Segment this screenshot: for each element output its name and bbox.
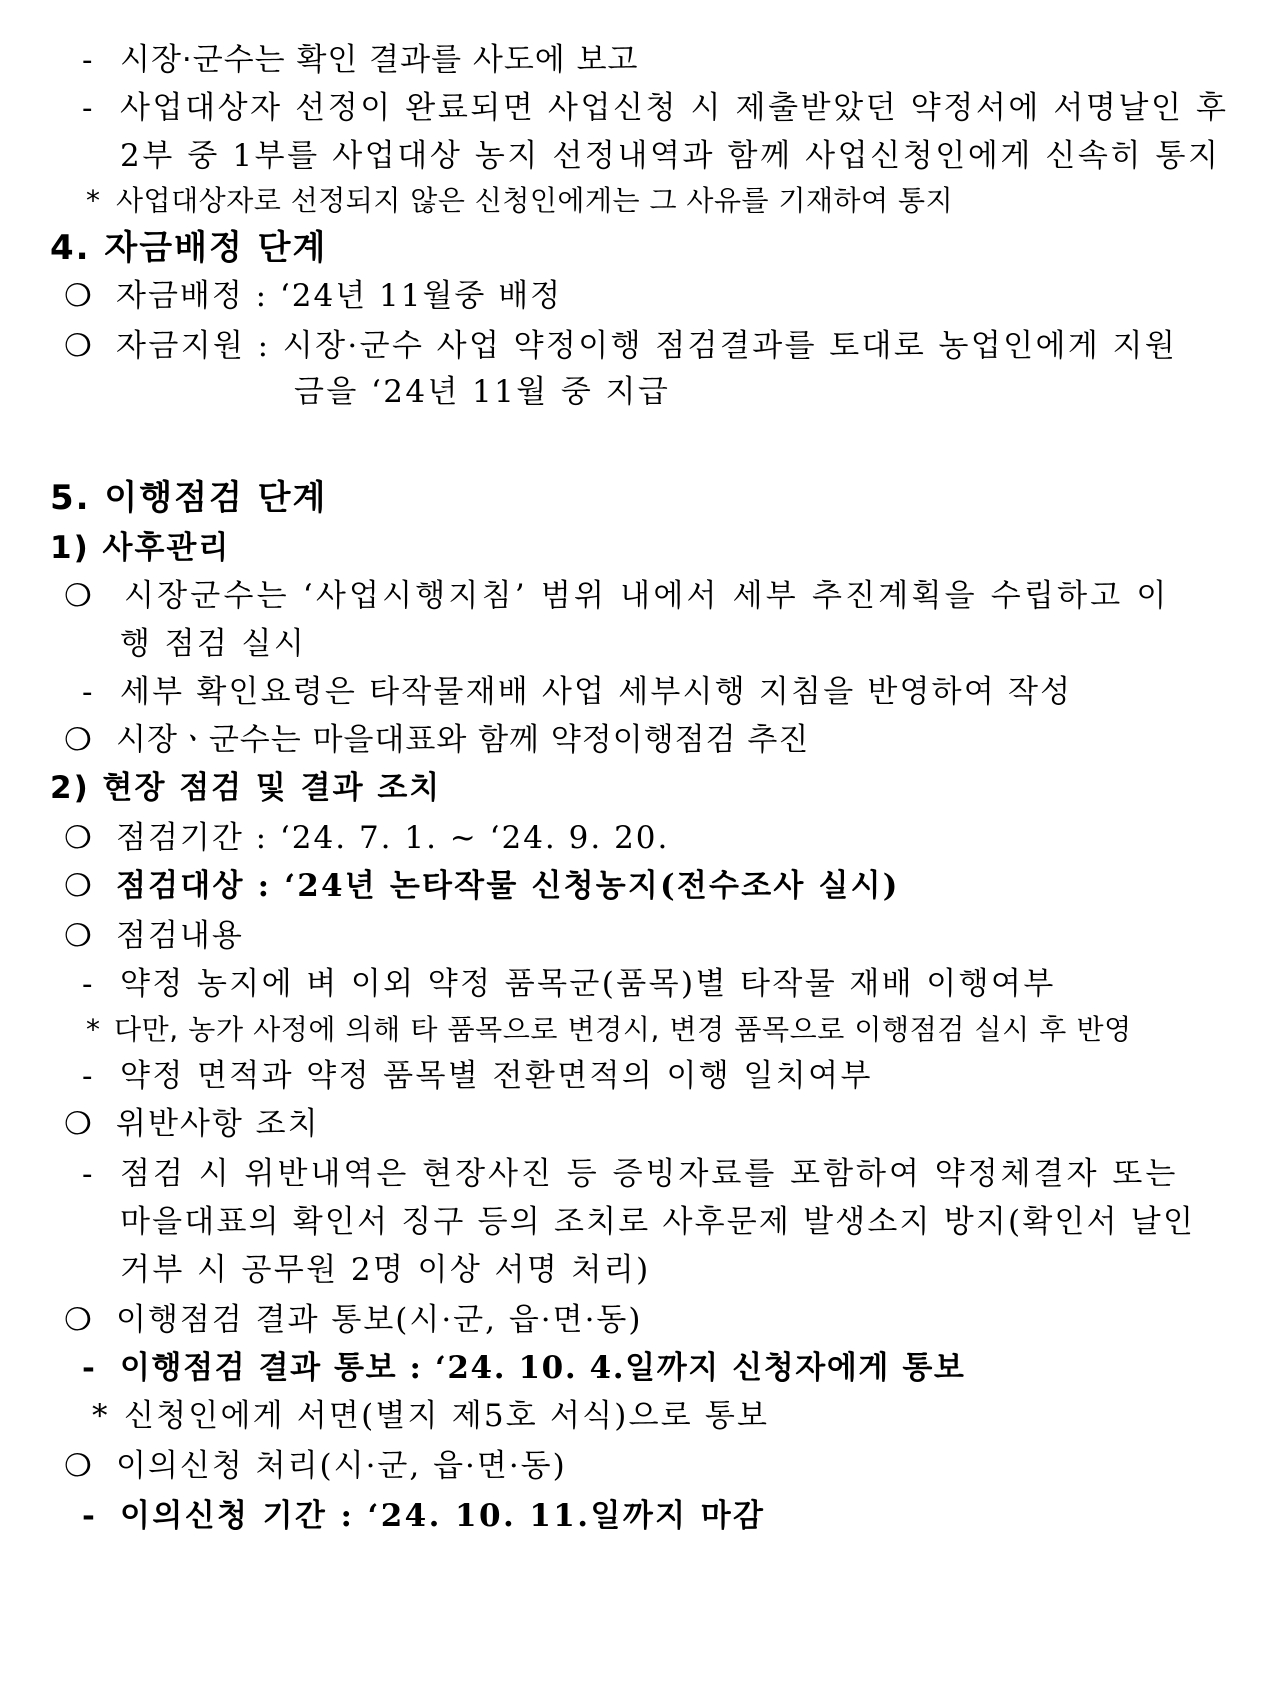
dash-marker: -	[82, 1058, 94, 1094]
note-written-notice	[92, 1396, 769, 1436]
line-text: 점검 시 위반내역은 현장사진 등 증빙자료를 포함하여 약정체결자 또는	[120, 1156, 1179, 1192]
circle-bullet-icon: ❍	[64, 578, 93, 614]
line-result-notice	[64, 1300, 642, 1340]
subsection-heading-1: 1) 사후관리	[50, 530, 231, 566]
line-text: 2부 중 1부를 사업대상 농지 선정내역과 함께 사업신청인에게 신속히 통지	[120, 138, 1221, 174]
line-text: 금을 ‘24년 11월 중 지급	[294, 374, 671, 410]
line-text: 시장군수는 ‘사업시행지침’ 범위 내에서 세부 추진계획을 수립하고 이	[124, 578, 1170, 614]
line-text: 이행점검 결과 통보 : ‘24. 10. 4.일까지 신청자에게 통보	[120, 1350, 966, 1386]
line-result-deadline	[82, 1348, 965, 1388]
line-area-match	[82, 1056, 873, 1096]
line-report-to-province	[82, 40, 638, 80]
line-text: 약정 면적과 약정 품목별 전환면적의 이행 일치여부	[120, 1058, 873, 1094]
circle-bullet-icon: ❍	[64, 722, 93, 758]
subsection-heading-2: 2) 현장 점검 및 결과 조치	[50, 770, 442, 806]
line-text: 이행점검 결과 통보(시·군, 읍·면·동)	[116, 1302, 643, 1338]
line-text: 거부 시 공무원 2명 이상 서명 처리)	[120, 1252, 651, 1288]
line-city-plan-cont	[120, 624, 306, 664]
line-village-rep	[64, 720, 809, 760]
line-text: 이의신청 처리(시·군, 읍·면·동)	[116, 1448, 567, 1484]
line-crop-compliance	[82, 964, 1056, 1004]
line-text: 사업대상자 선정이 완료되면 사업신청 시 제출받았던 약정서에 서명날인 후	[120, 90, 1229, 126]
line-fund-support-cont	[294, 372, 670, 412]
section-heading-5: 5. 이행점검 단계	[50, 478, 328, 518]
circle-bullet-icon: ❍	[64, 868, 93, 904]
line-text: 행 점검 실시	[120, 626, 307, 662]
line-text: 마을대표의 확인서 징구 등의 조치로 사후문제 발생소지 방지(확인서 날인	[120, 1204, 1196, 1240]
circle-bullet-icon: ❍	[64, 1106, 93, 1142]
note-text: 사업대상자로 선정되지 않은 신청인에게는 그 사유를 기재하여 통지	[116, 184, 954, 217]
line-violation-evidence-cont2	[120, 1250, 651, 1290]
dash-marker: -	[82, 90, 94, 126]
line-notify-selection	[82, 88, 1229, 128]
line-text: 시장·군수는 확인 결과를 사도에 보고	[120, 42, 639, 78]
line-text: 점검대상 : ‘24년 논타작물 신청농지(전수조사 실시)	[116, 868, 900, 904]
line-text: 점검내용	[116, 918, 244, 954]
line-text: 이의신청 기간 : ‘24. 10. 11.일까지 마감	[120, 1498, 766, 1534]
line-text: 약정 농지에 벼 이외 약정 품목군(품목)별 타작물 재배 이행여부	[120, 966, 1056, 1002]
line-violation-evidence-cont	[120, 1202, 1195, 1242]
dash-marker: -	[82, 42, 94, 78]
circle-bullet-icon: ❍	[64, 918, 93, 954]
section-heading-4: 4. 자금배정 단계	[50, 228, 328, 268]
line-check-guideline	[82, 672, 1072, 712]
line-objection-deadline	[82, 1496, 765, 1536]
asterisk-marker: *	[86, 184, 101, 217]
circle-bullet-icon: ❍	[64, 328, 93, 364]
circle-bullet-icon: ❍	[64, 820, 93, 856]
asterisk-marker: *	[92, 1398, 109, 1434]
note-text: 다만, 농가 사정에 의해 타 품목으로 변경시, 변경 품목으로 이행점검 실시 후 반영	[114, 1013, 1132, 1046]
line-city-plan	[64, 576, 1170, 616]
note-item-change	[86, 1010, 1132, 1050]
dash-marker: -	[82, 674, 94, 710]
dash-marker: -	[82, 966, 94, 1002]
line-inspection-period	[64, 818, 669, 858]
dash-marker: -	[82, 1498, 96, 1534]
line-fund-support	[64, 326, 1177, 366]
line-inspection-content	[64, 916, 244, 956]
line-text: 시장ㆍ군수는 마을대표와 함께 약정이행점검 추진	[116, 722, 810, 758]
circle-bullet-icon: ❍	[64, 1302, 93, 1338]
line-text: 자금배정 : ‘24년 11월중 배정	[116, 278, 563, 314]
line-text: 위반사항 조치	[116, 1106, 320, 1142]
line-violation-action	[64, 1104, 320, 1144]
dash-marker: -	[82, 1350, 96, 1386]
line-notify-selection-cont	[120, 136, 1221, 176]
line-fund-allocation	[64, 276, 562, 316]
circle-bullet-icon: ❍	[64, 278, 93, 314]
line-text: 세부 확인요령은 타작물재배 사업 세부시행 지침을 반영하여 작성	[120, 674, 1073, 710]
line-inspection-target	[64, 866, 900, 906]
line-violation-evidence	[82, 1154, 1178, 1194]
dash-marker: -	[82, 1156, 94, 1192]
note-unselected	[86, 181, 953, 221]
asterisk-marker: *	[86, 1013, 101, 1046]
circle-bullet-icon: ❍	[64, 1448, 93, 1484]
line-text: 점검기간 : ‘24. 7. 1. ~ ‘24. 9. 20.	[116, 820, 670, 856]
line-text: 자금지원 : 시장·군수 사업 약정이행 점검결과를 토대로 농업인에게 지원	[116, 328, 1178, 364]
line-objection-handling	[64, 1446, 567, 1486]
note-text: 신청인에게 서면(별지 제5호 서식)으로 통보	[124, 1398, 770, 1434]
